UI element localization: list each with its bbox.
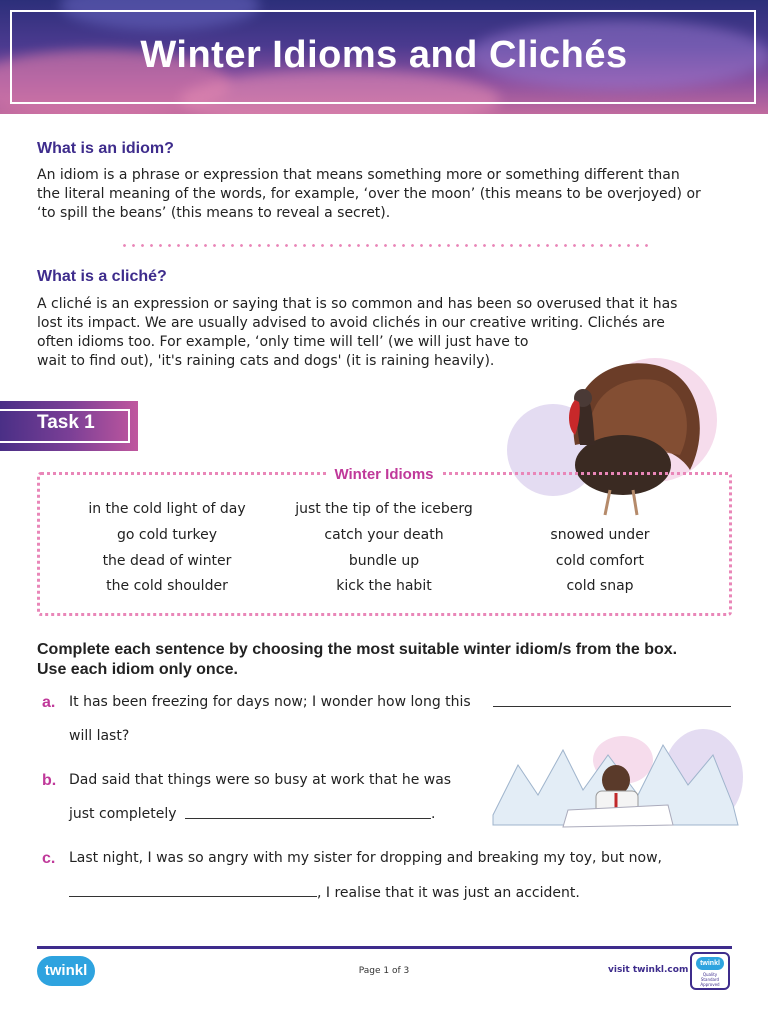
snowed-under-illustration [488,725,746,833]
idiom-item: go cold turkey [116,527,218,543]
idiom-box-title: Winter Idioms [0,466,768,483]
idiom-item: catch your death [324,527,444,543]
question-c-text: Last night, I was so angry with my sister for dropping and breaking my toy, but now, [69,850,662,866]
question-a-continuation: will last? [69,728,130,744]
idiom-item: cold comfort [555,553,645,569]
quality-badge-icon: twinkl Quality Standard Approved [690,952,730,990]
question-b-letter: b. [42,772,57,789]
page-title: Winter Idioms and Clichés [140,34,628,76]
idiom-item: the dead of winter [102,553,232,569]
question-a-letter: a. [42,694,56,711]
idiom-item: in the cold light of day [88,501,246,517]
idiom-item: cold snap [566,578,634,594]
question-b-end: . [431,806,436,822]
idiom-box [37,472,732,616]
idiom-item: kick the habit [336,578,432,594]
question-c-continuation: , I realise that it was just an accident. [317,885,580,901]
visit-link[interactable]: visit twinkl.com [608,965,689,975]
question-b-text: Dad said that things were so busy at work that he was [69,772,452,788]
question-b-continuation: just completely [69,806,177,822]
answer-blank-b[interactable] [185,818,431,819]
answer-blank-c[interactable] [69,896,317,897]
cliche-heading: What is a cliché? [37,268,167,285]
question-c-letter: c. [42,850,56,867]
page-number: Page 1 of 3 [358,966,410,976]
idiom-item: bundle up [348,553,420,569]
idiom-item: snowed under [550,527,650,543]
twinkl-logo[interactable]: twinkl [37,956,95,986]
question-a-text: It has been freezing for days now; I wonder how long this [69,694,471,710]
idiom-item: the cold shoulder [106,578,228,594]
answer-blank-a[interactable] [493,706,731,707]
task-label: Task 1 [37,412,95,433]
idiom-heading: What is an idiom? [37,140,174,157]
idiom-definition: An idiom is a phrase or expression that means something more or something different than the literal meaning of the words, for example, ‘over the moon’ (this means to be overjoyed) or ‘to spill the beans’ (this means to reveal a secret). [37,167,701,221]
cliche-definition: A cliché is an expression or saying that is so common and has been so overused that it has lost its impact. We are usually advised to avoid clichés in our creative writing. Clichés are often idioms too. For example, ‘only time will tell’ (we will just have to wait to find out), 'it's raining cats and dogs' (it is raining heavily). [37,296,678,369]
footer-divider [37,946,732,949]
dotted-divider [120,244,648,247]
idiom-item: just the tip of the iceberg [295,501,473,517]
task-instruction: Complete each sentence by choosing the most suitable winter idiom/s from the box. Use each idiom only once. [37,641,678,678]
